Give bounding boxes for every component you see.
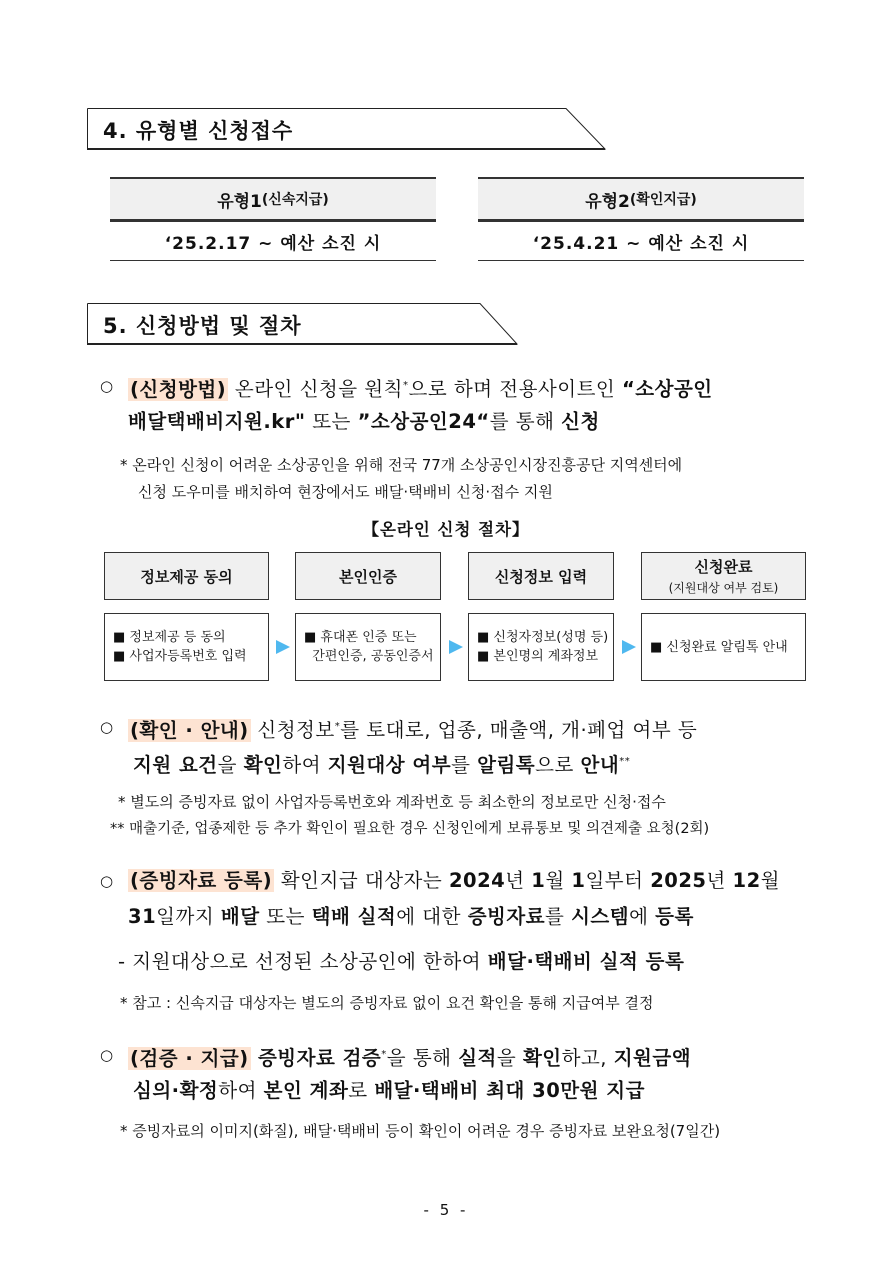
step-4-header [641,552,806,600]
step-item: ■ 휴대폰 인증 또는 [304,630,417,645]
text: 증빙자료 검증 [250,1046,382,1070]
type2-sub: (확인지급) [629,192,697,208]
step-title: 본인인증 [339,567,397,586]
step-3-detail [468,613,614,681]
text: 확인 [243,753,283,777]
text: 또는 [305,410,358,433]
text: 를 [545,905,572,928]
confirm-line-2 [133,744,630,784]
step-3-header [468,552,614,600]
type1-header [110,177,436,222]
method-note-2: 신청 도우미를 배치하여 현장에서도 배달·택배비 신청·접수 지원 [138,483,553,501]
step-2-header [295,552,441,600]
site-name: ”소상공인24“ [357,410,490,433]
arrow-right-icon [449,640,463,654]
procedure-caption: 【온라인 신청 절차】 [362,520,530,539]
text: 31 [128,905,157,928]
text: 으로 하며 전용사이트인 [408,377,622,401]
page-number: - 5 - [423,1201,469,1219]
type2-period: ‘25.4.21 ~ 예산 소진 시 [478,222,804,261]
verify-note: * 증빙자료의 이미지(화질), 배달·택배비 등이 확인이 어려운 경우 증빙자료 보완요청(7일간) [120,1122,721,1140]
verify-line-2 [133,1073,645,1109]
footnote-mark: ** [619,756,631,767]
text: 일까지 [156,905,221,928]
arrow-right-icon [622,640,636,654]
text: 에 [629,905,656,928]
type1-table [110,177,436,261]
text: 으로 [535,753,581,777]
type2-header [478,177,804,222]
text: 를 통해 [489,410,562,433]
evidence-dash-line [118,944,684,980]
footnote-mark: * [402,380,409,391]
step-title: 정보제공 동의 [140,567,233,586]
text: 본인 계좌 [263,1079,349,1102]
type1-name: 유형1 [217,191,262,212]
circle-bullet-icon: ○ [100,718,114,736]
text: 배달 [220,905,260,928]
text: 2024 [448,869,506,892]
text: 을 [496,1046,523,1070]
text: 온라인 신청을 원칙 [228,377,403,401]
text: “소상공인 [621,377,713,401]
text: 로 [348,1079,375,1102]
text: 배달·택배비 실적 등록 [487,950,685,973]
step-title: 신청정보 입력 [494,567,588,586]
text: 일부터 [585,869,651,892]
confirm-line-1 [128,709,697,749]
section-4-title: 4. 유형별 신청접수 [103,119,294,143]
circle-bullet-icon: ○ [100,377,114,395]
confirm-note-2: ** 매출기준, 업종제한 등 추가 확인이 필요한 경우 신청인에게 보류통보 및 의견제출 요청(2회) [110,821,710,837]
text: 증빙자료 [467,905,546,928]
arrow-right-icon [276,640,290,654]
text: 하고, [561,1046,614,1070]
text: 를 [451,753,478,777]
section-5-title: 5. 신청방법 및 절차 [103,314,302,338]
method-note-1: * 온라인 신청이 어려운 소상공인을 위해 전국 77개 소상공인시장진흥공단 지역센터에 [120,456,683,474]
confirm-note-1: * 별도의 증빙자료 없이 사업자등록번호와 계좌번호 등 최소한의 정보로만 신청·접수 [118,793,666,811]
method-line-2 [128,404,600,440]
section-5-header [87,303,519,345]
step-title: 신청완료 [694,558,753,576]
text: 1 [571,869,586,892]
text: 년 [505,869,532,892]
text: 을 [217,753,244,777]
type1-sub: (신속지급) [261,192,329,208]
text: 배달·택배비 최대 30만원 지급 [374,1079,645,1102]
evidence-line-1 [128,863,780,899]
step-1-detail [104,613,269,681]
evidence-label: (증빙자료 등록) [130,869,273,892]
text: 신청 [561,410,600,433]
text: 월 [545,869,572,892]
text: - 지원대상으로 선정된 소상공인에 한하여 [118,950,488,973]
text: 또는 [259,905,312,928]
text: 등록 [655,905,694,928]
text: 알림톡 [477,753,536,777]
step-2-detail [295,613,441,681]
text: 하여 [282,753,328,777]
step-subtitle: (지원대상 여부 검토) [668,581,779,595]
step-item: 간편인증, 공동인증서 [304,649,434,664]
text: 신청정보 [250,718,335,742]
circle-bullet-icon: ○ [100,872,114,890]
method-line-1 [128,368,713,408]
text: 확인지급 대상자는 [274,869,449,892]
text: 확인 [522,1046,562,1070]
text: 하여 [218,1079,264,1102]
step-item: ■ 사업자등록번호 입력 [113,649,247,664]
step-item: ■ 정보제공 등 동의 [113,630,226,645]
text: 지원 요건 [133,753,218,777]
circle-bullet-icon: ○ [100,1046,114,1064]
text: 년 [706,869,733,892]
type1-period: ‘25.2.17 ~ 예산 소진 시 [110,222,436,261]
footnote-mark: * [334,721,341,732]
text: 월 [760,869,780,892]
step-1-header [104,552,269,600]
evidence-note: * 참고 : 신속지급 대상자는 별도의 증빙자료 없이 요건 확인을 통해 지급여부 결정 [120,994,654,1012]
text: 택배 실적 [311,905,397,928]
verify-label: (검증 · 지급) [130,1046,249,1070]
step-item: ■ 본인명의 계좌정보 [477,649,599,664]
text: 안내 [580,753,620,777]
confirm-label: (확인 · 안내) [130,718,249,742]
evidence-line-2 [128,899,694,935]
text: 지원금액 [613,1046,692,1070]
step-4-detail [641,613,806,681]
text: 을 통해 [386,1046,459,1070]
text: 심의·확정 [133,1079,219,1102]
step-item: ■ 신청완료 알림톡 안내 [650,639,788,655]
text: 시스템 [571,905,630,928]
type2-name: 유형2 [585,191,630,212]
text: 를 토대로, 업종, 매출액, 개·폐업 여부 등 [340,718,698,742]
text: 에 대한 [396,905,468,928]
text: 1 [531,869,546,892]
step-item: ■ 신청자정보(성명 등) [477,630,609,645]
site-name: 배달택배비지원.kr" [128,410,306,433]
text: 2025 [650,869,707,892]
verify-line-1 [128,1037,691,1077]
text: 실적 [458,1046,497,1070]
footnote-mark: * [381,1049,387,1060]
text: 지원대상 여부 [327,753,452,777]
text: 12 [732,869,761,892]
method-label: (신청방법) [130,377,227,401]
type2-table [478,177,804,261]
section-4-header [87,108,607,150]
